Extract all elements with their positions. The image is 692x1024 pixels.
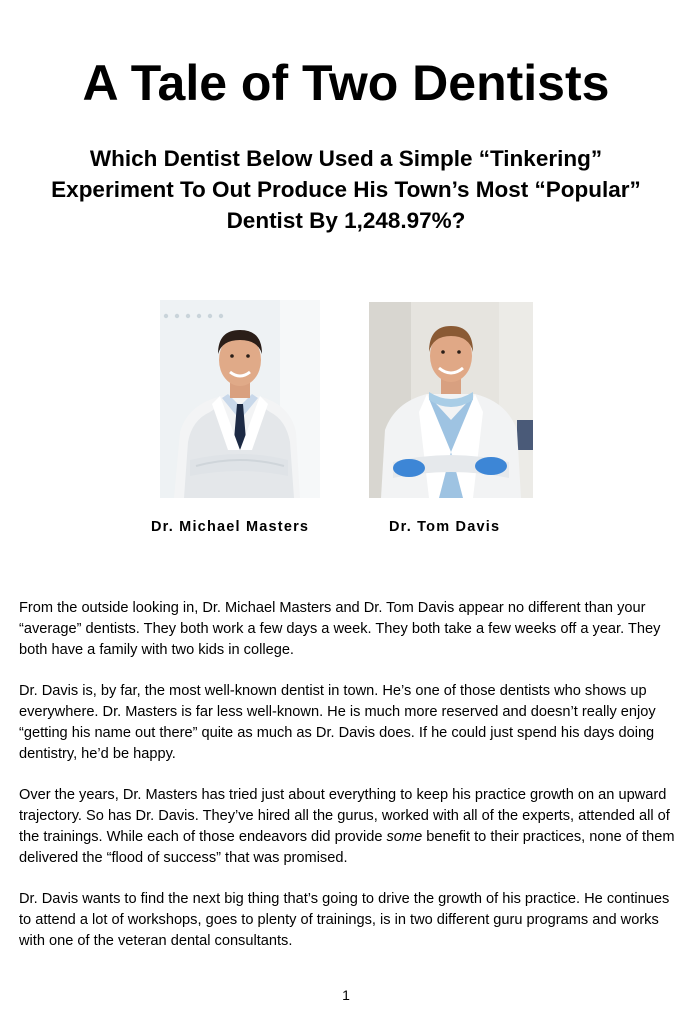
body-text — [19, 598, 679, 972]
dentist-photo-davis — [369, 302, 533, 498]
emphasis-text: some — [386, 829, 423, 845]
paragraph: Dr. Davis wants to find the next big thing that’s going to drive the growth of his practice. He continues to attend a lot of workshops, goes to plenty of trainings, is in two different guru programs and works with one of the veteran dental consultants. — [19, 891, 670, 949]
paragraph — [19, 785, 679, 869]
paragraph: Dr. Davis is, by far, the most well-known dentist in town. He’s one of those dentists who shows up everywhere. Dr. Masters is far less well-known. He is much more reserved and doesn’t really enjoy “getting his name out there” quite as much as Dr. Davis does. If he could just spend his days doing dentistry, he’d be happy. — [19, 683, 656, 762]
paragraph-text: Over the years, Dr. Masters has tried just about everything to keep his practice growth on an upward trajectory. So has Dr. Davis. They’ve hired all the gurus, worked with all of the experts, attended all of the trainings. While each of those endeavors did provide — [19, 787, 670, 845]
document-subtitle: Which Dentist Below Used a Simple “Tinkering” Experiment To Out Produce His Town’s Most “Popular” Dentist By 1,248.97%? — [51, 146, 641, 233]
dentist-photo-masters — [160, 300, 320, 498]
paragraph: From the outside looking in, Dr. Michael Masters and Dr. Tom Davis appear no different than your “average” dentists. They both work a few days a week. They both take a few weeks off a year. They both have a family with two kids in college. — [19, 600, 661, 658]
paragraph-text: benefit to their practices, none of them delivered the “flood of success” that was promised. — [19, 829, 675, 866]
caption-dr-tom-davis: Dr. Tom Davis — [389, 519, 501, 535]
document-title: A Tale of Two Dentists — [82, 55, 610, 111]
page-number: 1 — [342, 987, 350, 1003]
caption-dr-michael-masters: Dr. Michael Masters — [151, 519, 310, 535]
